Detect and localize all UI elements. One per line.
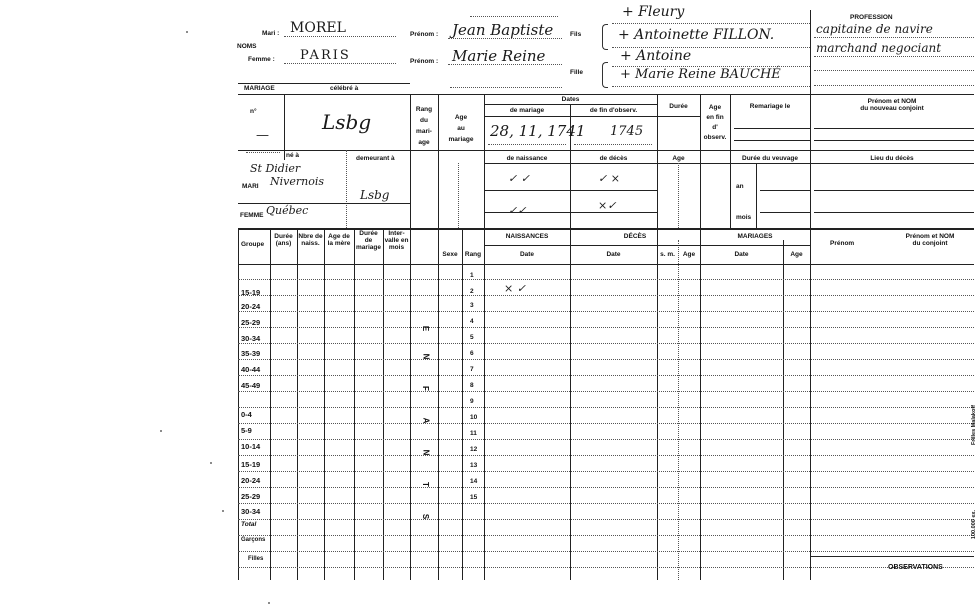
groupe-header: Groupe	[241, 241, 265, 248]
deces-label: de décès	[599, 155, 628, 162]
observations-label: OBSERVATIONS	[888, 564, 943, 571]
naissances-header: NAISSANCES	[505, 233, 549, 240]
prenom-femme-label: Prénom :	[410, 58, 439, 65]
rank-13: 13	[470, 462, 478, 469]
numero-label: n°	[250, 108, 257, 115]
mari-deces-mark: ✓ ×	[598, 172, 620, 185]
group-row-7: 0-4	[241, 410, 252, 419]
femme-naissance-mark: ✓✓	[508, 204, 527, 217]
naissance-label: de naissance	[506, 155, 548, 162]
naissance-date-header: Date	[519, 251, 535, 258]
dash-mark: —	[256, 128, 269, 143]
group-row-12: 25-29	[241, 492, 261, 501]
deces-header: DÉCÈS	[623, 233, 647, 240]
sexe-header: Sexe	[442, 251, 458, 258]
celebre-label: célébré à	[330, 85, 359, 92]
rank-14: 14	[470, 478, 478, 485]
group-row-filles: Filles	[248, 556, 264, 562]
rank-5: 5	[470, 334, 474, 341]
enfants-letter-7: S	[421, 513, 431, 520]
duree-veuvage-label: Durée du veuvage	[742, 155, 798, 162]
fils-label: Fils	[570, 31, 582, 38]
rank-4: 4	[470, 318, 474, 325]
age-mere-header: Age de la mère	[327, 233, 351, 248]
mari-row-label: MARI	[242, 183, 259, 190]
dates-label: Dates	[561, 96, 580, 103]
mari-label: Mari :	[262, 30, 280, 37]
prenom-nom-conjoint-header: Prénom et NOM du conjoint	[905, 233, 955, 248]
group-row-11: 20-24	[241, 476, 261, 485]
rank-10: 10	[470, 414, 478, 421]
rank-2: 2	[470, 288, 474, 295]
rank-11: 11	[470, 430, 477, 437]
profession-label: PROFESSION	[850, 14, 893, 21]
group-row-10: 15-19	[241, 460, 261, 469]
birth-mark-rank-2: × ✓	[504, 282, 526, 295]
femme-deces-mark: ×✓	[598, 199, 617, 212]
age-mariage-label: Age au mariage	[448, 114, 474, 144]
femme-row-label: FEMME	[240, 212, 264, 219]
fils-mother: + Antoinette FILLON.	[618, 27, 775, 43]
fille-label: Fille	[570, 69, 584, 76]
date-mariage-label: de mariage	[509, 107, 545, 114]
lieu-deces-label: Lieu du décès	[870, 155, 914, 162]
group-row-2: 25-29	[241, 318, 261, 327]
enfants-letter-6: T	[420, 482, 430, 487]
ne-a-label: né à	[286, 152, 300, 159]
group-row-9: 10-14	[241, 442, 261, 451]
nbre-naiss-header: Nbre de naiss.	[298, 233, 323, 248]
group-row-13: 30-34	[241, 507, 261, 516]
deces-date-header: Date	[606, 251, 621, 258]
date-fin-label: de fin d'observ.	[589, 107, 638, 114]
date-mariage-value: 28, 11, 1741	[490, 122, 586, 140]
publisher-imprint: Frilles Malakoff	[971, 405, 977, 446]
rank-6: 6	[470, 350, 474, 357]
enfants-letter-5: N	[421, 449, 431, 456]
femme-label: Femme :	[248, 56, 275, 63]
group-row-8: 5-9	[241, 426, 252, 435]
group-row-total: Total	[241, 521, 257, 528]
enfants-letter-1: E	[421, 325, 431, 332]
group-row-5: 40-44	[241, 365, 261, 374]
rang-mariage-label: Rang du mari- age	[415, 106, 433, 147]
fille-mother: + Marie Reine BAUCHÉ	[620, 67, 781, 82]
sm-header: s. m.	[660, 251, 675, 258]
mariages-header: MARIAGES	[737, 233, 773, 240]
rank-8: 8	[470, 382, 474, 389]
femme-ne-lieu: Québec	[266, 204, 309, 217]
date-fin-value: 1745	[610, 124, 644, 139]
an-label: an	[736, 183, 744, 190]
noms-label: NOMS	[237, 43, 257, 50]
rank-7: 7	[470, 366, 474, 373]
group-row-4: 35-39	[241, 349, 261, 358]
group-row-0: 15-19	[241, 288, 261, 297]
mari-ne-region: Nivernois	[270, 175, 324, 188]
rang-header: Rang	[464, 251, 482, 258]
intervalle-header: Inter- valle en mois	[384, 230, 409, 252]
nouveau-conjoint-label: Prénom et NOM du nouveau conjoint	[860, 98, 924, 113]
mariage-title: MARIAGE	[244, 85, 275, 92]
rank-12: 12	[470, 446, 478, 453]
prenom-header: Prénom	[830, 240, 855, 247]
mois-label: mois	[736, 214, 752, 221]
print-run: 100.000 ex.	[971, 510, 977, 540]
profession-line-1: capitaine de navire	[816, 22, 933, 36]
rank-9: 9	[470, 398, 474, 405]
mari-firstname: Jean Baptiste	[452, 21, 554, 39]
group-row-3: 30-34	[241, 334, 261, 343]
rank-15: 15	[470, 494, 478, 501]
demeurant-label: demeurant à	[356, 155, 395, 162]
mari-demeurant: Lsbg	[360, 188, 390, 202]
duree-mariage-header: Durée de mariage	[356, 230, 381, 252]
mari-naissance-mark: ✓ ✓	[508, 172, 530, 185]
enfants-letter-4: A	[421, 417, 431, 424]
fille-father: + Antoine	[620, 48, 692, 64]
deces-age-header: Age	[682, 251, 696, 258]
duree-label: Durée	[669, 103, 688, 110]
group-row-6: 45-49	[241, 381, 261, 390]
mari-surname: MOREL	[290, 20, 346, 36]
duree-ans-header: Durée (ans)	[274, 233, 293, 248]
femme-surname: PARIS	[300, 48, 351, 63]
enfants-letter-2: N	[421, 353, 431, 360]
age-col-label: Age	[672, 155, 685, 162]
rank-3: 3	[470, 302, 474, 309]
prenom-mari-label: Prénom :	[410, 31, 439, 38]
age-fin-observ-label: Age en fin d' observ.	[703, 104, 727, 142]
fils-father: + Fleury	[622, 4, 685, 20]
mariage-age-header: Age	[790, 251, 803, 258]
group-row-garcons: Garçons	[241, 537, 266, 543]
profession-line-2: marchand negociant	[816, 41, 942, 55]
enfants-letter-3: F	[420, 386, 430, 391]
mariage-date-header: Date	[734, 251, 749, 258]
mariage-lieu: Lsbg	[322, 110, 372, 134]
rank-1: 1	[470, 272, 474, 279]
mari-ne-lieu: St Didier	[250, 162, 301, 175]
femme-firstname: Marie Reine	[452, 47, 546, 65]
remariage-label: Remariage le	[749, 103, 791, 110]
group-row-1: 20-24	[241, 302, 261, 311]
